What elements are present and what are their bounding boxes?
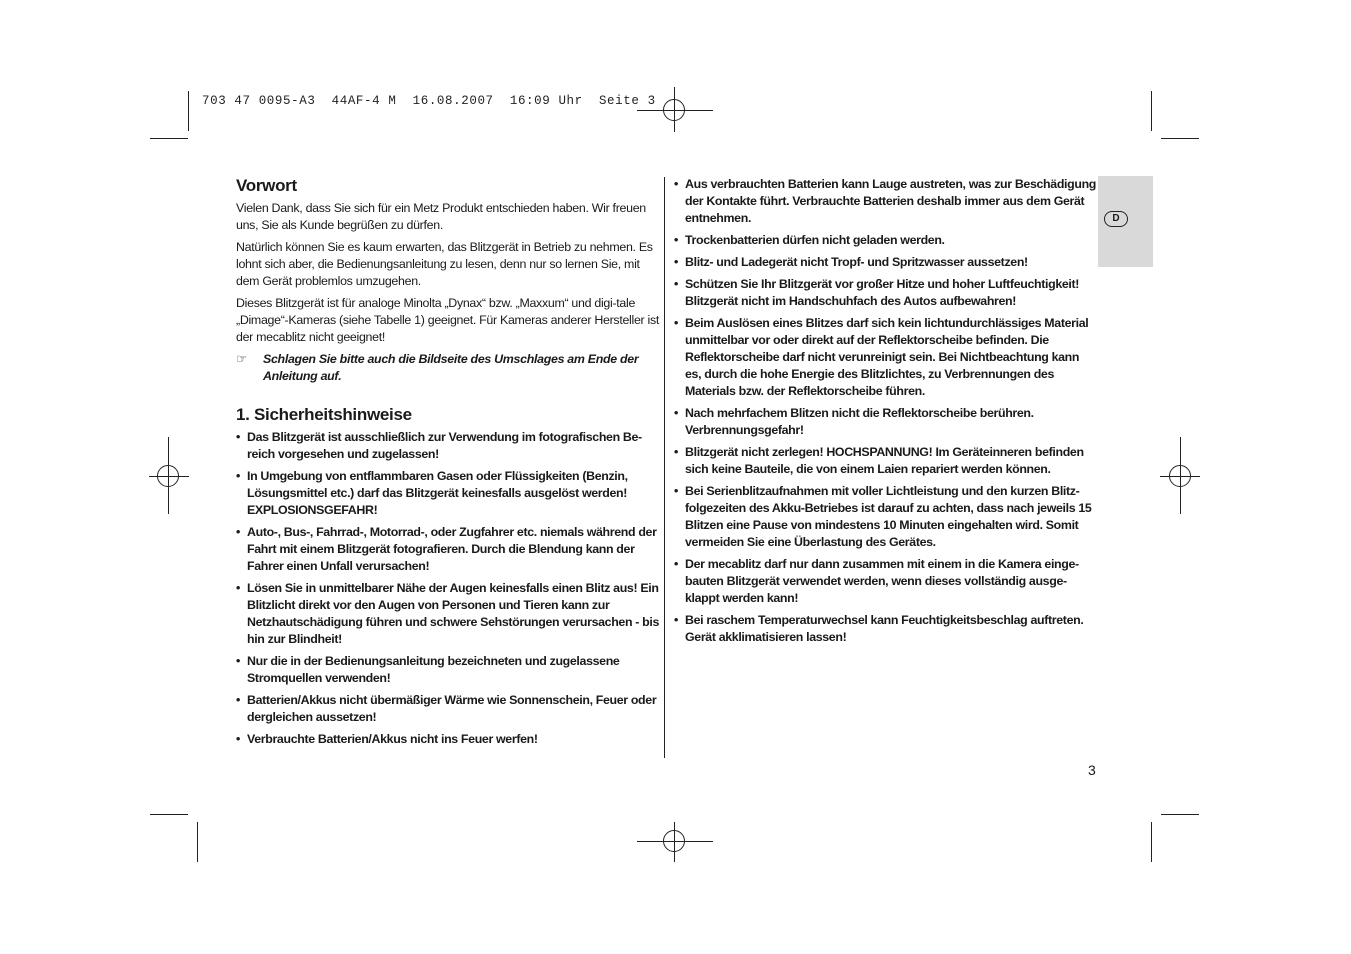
- page-number: 3: [1088, 762, 1096, 778]
- pointing-hand-icon: ☞: [236, 352, 247, 366]
- language-tab-label: D: [1104, 211, 1128, 227]
- vorwort-paragraph: Dieses Blitzgerät ist für analoge Minolta „Dynax“ bzw. „Maxxum“ und digi-tale „Dimage“-Kameras (siehe Tabelle 1) geeignet. Für Kameras anderer Hersteller ist der mecablitz nicht geeignet!: [236, 296, 660, 344]
- safety-item: • In Umgebung von entflammbaren Gasen oder Flüssigkeiten (Benzin, Lösungsmittel etc.) darf das Blitzgerät keinesfalls ausgelöst werden! EXPLOSIONSGEFAHR!: [236, 468, 660, 519]
- left-column: [236, 176, 660, 753]
- safety-item: • Bei raschem Temperaturwechsel kann Feuchtigkeitsbeschlag auftreten. Gerät akklimatisieren lassen!: [674, 612, 1098, 646]
- safety-item: • Bei Serienblitzaufnahmen mit voller Lichtleistung und den kurzen Blitz-folgezeiten des Akku-Betriebes ist darauf zu achten, dass nach jeweils 15 Blitzen eine Pause von mindestens 10 Minuten eingehalten wird. Somit vermeiden Sie eine Überlastung des Gerätes.: [674, 483, 1098, 551]
- safety-heading: 1. Sicherheitshinweise: [236, 405, 412, 424]
- safety-item: • Auto-, Bus-, Fahrrad-, Motorrad-, oder Zugfahrer etc. niemals während der Fahrt mit einem Blitzgerät fotografieren. Durch die Blendung kann der Fahrer einen Unfall verursachen!: [236, 524, 660, 575]
- safety-item: • Das Blitzgerät ist ausschließlich zur Verwendung im fotografischen Be-reich vorgesehen und zugelassen!: [236, 429, 660, 463]
- safety-item: • Nach mehrfachem Blitzen nicht die Reflektorscheibe berühren. Verbrennungsgefahr!: [674, 405, 1098, 439]
- vorwort-heading: Vorwort: [236, 176, 297, 195]
- vorwort-note: [236, 351, 660, 385]
- column-divider: [664, 177, 665, 758]
- vorwort-paragraph: Natürlich können Sie es kaum erwarten, das Blitzgerät in Betrieb zu nehmen. Es lohnt sich aber, die Bedienungsanleitung zu lesen, denn nur so lernen Sie, mit dem Gerät problemlos umzugehen.: [236, 240, 653, 288]
- safety-item: • Blitzgerät nicht zerlegen! HOCHSPANNUNG! Im Geräteinneren befinden sich keine Bauteile, die von einem Laien repariert werden können.: [674, 444, 1098, 478]
- print-slug: 703 47 0095-A3 44AF-4 M 16.08.2007 16:09 Uhr Seite 3: [202, 94, 656, 108]
- safety-item: • Trockenbatterien dürfen nicht geladen werden.: [674, 232, 1098, 249]
- safety-item: • Nur die in der Bedienungsanleitung bezeichneten und zugelassene Stromquellen verwenden!: [236, 653, 660, 687]
- safety-item: • Batterien/Akkus nicht übermäßiger Wärme wie Sonnenschein, Feuer oder dergleichen aussetzen!: [236, 692, 660, 726]
- safety-item: • Schützen Sie Ihr Blitzgerät vor großer Hitze und hoher Luftfeuchtigkeit! Blitzgerät nicht im Handschuhfach des Autos aufbewahren!: [674, 276, 1098, 310]
- safety-item: • Der mecablitz darf nur dann zusammen mit einem in die Kamera einge-bauten Blitzgerät verwendet werden, wenn dieses vollständig ausge-klappt werden kann!: [674, 556, 1098, 607]
- safety-item: • Aus verbrauchten Batterien kann Lauge austreten, was zur Beschädigung der Kontakte führt. Verbrauchte Batterien deshalb immer aus dem Gerät entnehmen.: [674, 176, 1098, 227]
- vorwort-note-text: Schlagen Sie bitte auch die Bildseite des Umschlages am Ende der Anleitung auf.: [263, 352, 639, 383]
- safety-item: • Blitz- und Ladegerät nicht Tropf- und Spritzwasser aussetzen!: [674, 254, 1098, 271]
- safety-item: • Lösen Sie in unmittelbarer Nähe der Augen keinesfalls einen Blitz aus! Ein Blitzlicht direkt vor den Augen von Personen und Tieren kann zur Netzhautschädigung führen und schwere Sehstörungen verursachen - bis hin zur Blindheit!: [236, 580, 660, 648]
- vorwort-paragraph: Vielen Dank, dass Sie sich für ein Metz Produkt entschieden haben. Wir freuen uns, Sie als Kunde begrüßen zu dürfen.: [236, 201, 646, 232]
- safety-item: • Verbrauchte Batterien/Akkus nicht ins Feuer werfen!: [236, 731, 660, 748]
- right-column: [674, 176, 1098, 651]
- safety-list-right: [674, 176, 1098, 646]
- safety-list-left: [236, 429, 660, 748]
- safety-item: • Beim Auslösen eines Blitzes darf sich kein lichtundurchlässiges Material unmittelbar vor oder direkt auf der Reflektorscheibe befinden. Die Reflektorscheibe darf nicht verunreinigt sein. Bei Nichtbeachtung kann es, durch die hohe Energie des Blitzlichtes, zu Verbrennungen des Materials bzw. der Reflektorscheibe führen.: [674, 315, 1098, 400]
